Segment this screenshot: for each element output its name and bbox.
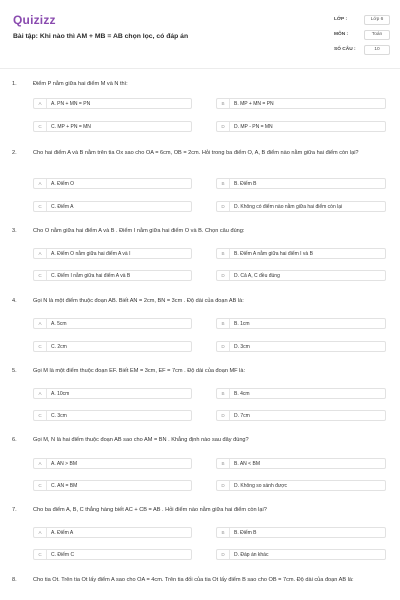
option-a[interactable]: [33, 388, 192, 399]
option-text: C. MP + PN = MN: [51, 123, 91, 130]
option-text: A. Điểm O nằm giữa hai điểm A và I: [51, 250, 131, 257]
option-text: C. AN = BM: [51, 482, 78, 489]
option-text: D. Đáp án khác: [234, 551, 269, 558]
meta-count: [334, 42, 390, 57]
option-a[interactable]: [33, 178, 192, 189]
option-c[interactable]: [33, 270, 192, 281]
header-divider: [0, 68, 400, 69]
option-text: A. PN + MN = PN: [51, 100, 91, 107]
question-number: 7.: [12, 507, 17, 513]
question-number: 3.: [12, 228, 17, 234]
quizizz-logo: Quizizz: [13, 13, 56, 27]
option-c[interactable]: [33, 480, 192, 491]
option-letter: D: [217, 342, 230, 351]
option-letter: A: [34, 99, 47, 108]
option-text: A. 10cm: [51, 390, 70, 397]
option-c[interactable]: [33, 410, 192, 421]
meta-subject: [334, 27, 390, 42]
option-a[interactable]: [33, 248, 192, 259]
option-b[interactable]: [216, 248, 386, 259]
question-text: Gọi N là một điểm thuộc đoạn AB. Biết AN = 2cm, BN = 3cm . Độ dài của đoạn AB là:: [33, 298, 244, 304]
option-letter: C: [34, 271, 47, 280]
option-text: A. Điểm A: [51, 529, 74, 536]
option-text: D. 3cm: [234, 343, 250, 350]
option-text: C. Điểm C: [51, 551, 75, 558]
option-d[interactable]: [216, 549, 386, 560]
option-text: B. Điểm B: [234, 180, 257, 187]
meta-subject-value: Toán: [364, 30, 390, 40]
option-d[interactable]: [216, 270, 386, 281]
option-d[interactable]: [216, 341, 386, 352]
option-letter: B: [217, 249, 230, 258]
question-number: 8.: [12, 577, 17, 583]
option-letter: A: [34, 459, 47, 468]
option-d[interactable]: [216, 201, 386, 212]
option-letter: B: [217, 389, 230, 398]
option-b[interactable]: [216, 527, 386, 538]
option-a[interactable]: [33, 318, 192, 329]
option-text: B. 4cm: [234, 390, 250, 397]
option-letter: B: [217, 99, 230, 108]
option-text: C. Điểm A: [51, 203, 74, 210]
option-b[interactable]: [216, 318, 386, 329]
option-text: B. AN < BM: [234, 460, 260, 467]
meta-count-value: 10: [364, 45, 390, 55]
question-number: 4.: [12, 298, 17, 304]
option-letter: D: [217, 202, 230, 211]
option-b[interactable]: [216, 388, 386, 399]
option-letter: A: [34, 179, 47, 188]
option-letter: C: [34, 122, 47, 131]
option-letter: D: [217, 550, 230, 559]
option-text: D. Không có điểm nào nằm giữa hai điểm còn lại: [234, 203, 343, 210]
option-text: C. Điểm I nằm giữa hai điểm A và B: [51, 272, 131, 279]
option-c[interactable]: [33, 549, 192, 560]
option-letter: B: [217, 459, 230, 468]
question-text: Gọi M, N là hai điểm thuộc đoạn AB sao cho AM = BN . Khẳng định nào sau đây đúng?: [33, 437, 249, 443]
option-text: D. Cả A, C đều đúng: [234, 272, 280, 279]
option-b[interactable]: [216, 178, 386, 189]
option-d[interactable]: [216, 121, 386, 132]
question-text: Cho tia Ot. Trên tia Ot lấy điểm A sao cho OA = 4cm. Trên tia đối của tia Ot lấy điểm B sao cho OB = 7cm. Độ dài của đoạn AB là:: [33, 577, 354, 583]
question-text: Gọi M là một điểm thuộc đoạn EF. Biết EM = 3cm, EF = 7cm . Độ dài của đoạn MF là:: [33, 368, 246, 374]
option-text: C. 2cm: [51, 343, 67, 350]
question-text: Cho hai điểm A và B nằm trên tia Ox sao cho OA = 6cm, OB = 2cm. Hỏi trong ba điểm O, A, B điểm nào nằm giữa hai điểm còn lại?: [33, 150, 359, 156]
option-letter: C: [34, 550, 47, 559]
option-letter: C: [34, 342, 47, 351]
option-letter: B: [217, 528, 230, 537]
option-text: A. 5cm: [51, 320, 67, 327]
worksheet-header: [0, 0, 400, 68]
question-number: 6.: [12, 437, 17, 443]
worksheet-meta: [334, 12, 390, 57]
option-text: D. Không so sánh được: [234, 482, 288, 489]
meta-subject-label: MÔN :: [334, 32, 349, 37]
option-b[interactable]: [216, 98, 386, 109]
option-letter: B: [217, 179, 230, 188]
option-a[interactable]: [33, 458, 192, 469]
option-letter: D: [217, 122, 230, 131]
option-c[interactable]: [33, 341, 192, 352]
option-d[interactable]: [216, 410, 386, 421]
question-text: Điểm P nằm giữa hai điểm M và N thì:: [33, 81, 128, 87]
option-b[interactable]: [216, 458, 386, 469]
option-text: C. 3cm: [51, 412, 67, 419]
option-letter: A: [34, 528, 47, 537]
question-text: Cho ba điểm A, B, C thẳng hàng biết AC + CB = AB . Hỏi điểm nào nằm giữa hai điểm còn lại?: [33, 507, 267, 513]
option-text: A. Điểm O: [51, 180, 75, 187]
option-letter: D: [217, 481, 230, 490]
option-text: B. Điểm B: [234, 529, 257, 536]
option-a[interactable]: [33, 98, 192, 109]
option-text: B. Điểm A nằm giữa hai điểm I và B: [234, 250, 313, 257]
option-letter: C: [34, 202, 47, 211]
meta-grade-value: Lớp 6: [364, 15, 390, 25]
meta-grade: [334, 12, 390, 27]
option-text: B. 1cm: [234, 320, 250, 327]
option-text: D. MP - PN = MN: [234, 123, 273, 130]
option-letter: D: [217, 411, 230, 420]
question-number: 2.: [12, 150, 17, 156]
option-letter: B: [217, 319, 230, 328]
option-c[interactable]: [33, 121, 192, 132]
option-text: A. AN > BM: [51, 460, 77, 467]
meta-count-label: SỐ CÂU :: [334, 47, 356, 52]
option-letter: C: [34, 411, 47, 420]
meta-grade-label: LỚP :: [334, 17, 348, 22]
option-letter: D: [217, 271, 230, 280]
option-letter: C: [34, 481, 47, 490]
question-number: 5.: [12, 368, 17, 374]
question-text: Cho O nằm giữa hai điểm A và B . Điểm I nằm giữa hai điểm O và B. Chọn câu đúng:: [33, 228, 245, 234]
option-d[interactable]: [216, 480, 386, 491]
option-a[interactable]: [33, 527, 192, 538]
option-text: D. 7cm: [234, 412, 250, 419]
option-text: B. MP + MN = PN: [234, 100, 274, 107]
worksheet-title: Bài tập: Khi nào thì AM + MB = AB chọn lọc, có đáp án: [13, 33, 189, 40]
option-c[interactable]: [33, 201, 192, 212]
question-number: 1.: [12, 81, 17, 87]
option-letter: A: [34, 319, 47, 328]
option-letter: A: [34, 389, 47, 398]
option-letter: A: [34, 249, 47, 258]
